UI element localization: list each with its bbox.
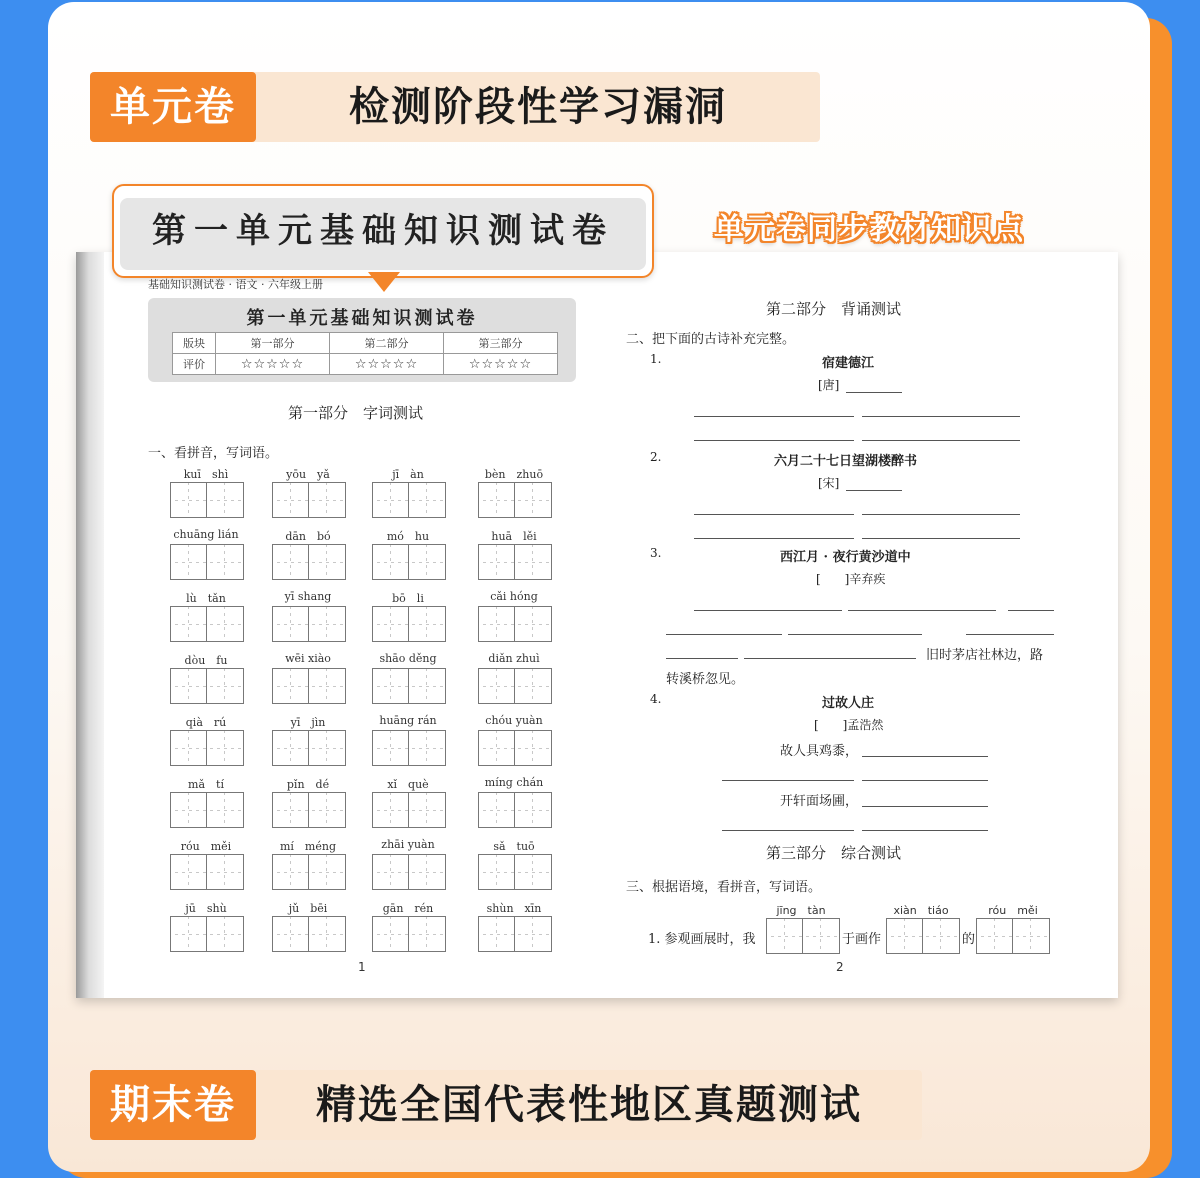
poem4-blank-6[interactable]: [862, 830, 988, 831]
character-box[interactable]: [272, 606, 346, 642]
q3-pinyin-3: róu měi: [988, 904, 1038, 917]
q3-sentence-1: 1. 参观画展时，我: [648, 932, 756, 947]
poem2-number: 2.: [650, 450, 662, 464]
character-box[interactable]: [372, 854, 446, 890]
character-box[interactable]: [272, 668, 346, 704]
poem3-blank-5[interactable]: [788, 634, 922, 635]
pinyin-label: huāng rán: [379, 714, 437, 727]
character-box[interactable]: [372, 668, 446, 704]
pinyin-label: huā lěi: [491, 530, 537, 543]
poem3-line: 旧时茅店社林边，路: [926, 648, 1044, 663]
test-header-title: 第一单元基础知识测试卷: [246, 308, 478, 329]
callout-pointer-icon: [368, 272, 400, 292]
poem1-blank-3[interactable]: [694, 440, 854, 441]
character-box[interactable]: [272, 792, 346, 828]
table-cell: 第二部分: [329, 333, 443, 354]
pinyin-label: cǎi hóng: [490, 590, 538, 603]
pinyin-label: mǎ tí: [188, 778, 224, 791]
poem3-line-2: 转溪桥忽见。: [666, 672, 745, 687]
part1-heading: 第一部分 字词测试: [288, 404, 424, 422]
character-box[interactable]: [170, 606, 244, 642]
unit-test-tag: 单元卷: [90, 72, 256, 142]
poem3-number: 3.: [650, 546, 662, 560]
pinyin-label: mó hu: [386, 530, 430, 543]
q3-sentence-2: 于画作: [842, 932, 882, 947]
poem3-blank-1[interactable]: [694, 610, 842, 611]
poem3-blank-7[interactable]: [666, 658, 738, 659]
poem1-blank-1[interactable]: [694, 416, 854, 417]
pinyin-label: róu měi: [180, 840, 232, 853]
star-rating[interactable]: ☆☆☆☆☆: [215, 354, 329, 375]
poem2-blank-2[interactable]: [862, 514, 1020, 515]
character-box[interactable]: [478, 482, 552, 518]
poem1-blank-2[interactable]: [862, 416, 1020, 417]
pinyin-label: chuāng lián: [173, 528, 239, 541]
poem2-dynasty: [宋]: [818, 476, 840, 490]
pinyin-label: jǔ bēi: [288, 902, 328, 915]
callout-title: 第一单元基础知识测试卷: [120, 198, 646, 270]
final-exam-banner: [90, 1070, 922, 1140]
table-cell: 第三部分: [443, 333, 557, 354]
character-box[interactable]: [478, 916, 552, 952]
pinyin-label: shùn xīn: [486, 902, 542, 915]
pinyin-label: wēi xiào: [285, 652, 331, 665]
character-box[interactable]: [372, 916, 446, 952]
pinyin-label: jī àn: [392, 468, 424, 481]
pinyin-label: mí méng: [279, 840, 336, 853]
poem3-blank-2[interactable]: [848, 610, 996, 611]
running-head: 基础知识测试卷 · 语文 · 六年级上册: [148, 278, 323, 291]
pinyin-label: yī jìn: [290, 716, 326, 729]
pinyin-label: pǐn dé: [286, 778, 330, 791]
character-box[interactable]: [478, 792, 552, 828]
page-number-1: 1: [358, 960, 366, 974]
q3-answer-box-3[interactable]: [976, 918, 1050, 954]
character-box[interactable]: [372, 730, 446, 766]
pinyin-label: kuī shì: [183, 468, 229, 481]
question1: 一、看拼音，写词语。: [148, 446, 279, 461]
pinyin-label: jū shù: [185, 902, 227, 915]
character-box[interactable]: [478, 606, 552, 642]
pinyin-label: sǎ tuō: [493, 840, 535, 853]
final-exam-tag: 期末卷: [90, 1070, 256, 1140]
q3-pinyin-1: jīng tàn: [776, 904, 826, 917]
q3-sentence-3: 的: [962, 932, 976, 947]
poem4-blank-2[interactable]: [722, 780, 854, 781]
character-box[interactable]: [478, 668, 552, 704]
unit-test-banner-text: 检测阶段性学习漏洞: [349, 84, 727, 130]
character-box[interactable]: [478, 730, 552, 766]
character-box[interactable]: [170, 544, 244, 580]
pinyin-label: bō li: [392, 592, 424, 605]
page-number-2: 2: [836, 960, 844, 974]
poem2-blank-4[interactable]: [862, 538, 1020, 539]
poem4-number: 4.: [650, 692, 662, 706]
star-rating[interactable]: ☆☆☆☆☆: [443, 354, 557, 375]
character-box[interactable]: [478, 854, 552, 890]
poem1-blank-4[interactable]: [862, 440, 1020, 441]
poem4-title: 过故人庄: [822, 696, 875, 711]
question3: 三、根据语境，看拼音，写词语。: [626, 880, 822, 895]
unit-test-banner: [90, 72, 820, 142]
character-box[interactable]: [272, 916, 346, 952]
character-box[interactable]: [170, 916, 244, 952]
table-cell: 版块: [173, 333, 216, 354]
q3-answer-box-1[interactable]: [766, 918, 840, 954]
poem4-blank-3[interactable]: [862, 780, 988, 781]
character-box[interactable]: [170, 482, 244, 518]
evaluation-table: [172, 332, 558, 375]
q3-answer-box-2[interactable]: [886, 918, 960, 954]
character-box[interactable]: [170, 730, 244, 766]
poem3-blank-6[interactable]: [966, 634, 1054, 635]
table-cell: 第一部分: [215, 333, 329, 354]
pinyin-label: dòu fu: [184, 654, 228, 667]
poem3-blank-4[interactable]: [666, 634, 782, 635]
character-box[interactable]: [272, 544, 346, 580]
poem1-author-blank[interactable]: [846, 392, 902, 393]
pinyin-label: shāo děng: [379, 652, 437, 665]
question2: 二、把下面的古诗补充完整。: [626, 332, 796, 347]
table-cell: 评价: [173, 354, 216, 375]
character-box[interactable]: [372, 606, 446, 642]
poem2-author-blank[interactable]: [846, 490, 902, 491]
poem1-title: 宿建德江: [822, 356, 875, 371]
pinyin-label: chóu yuàn: [485, 714, 543, 727]
poem4-author: [ ]孟浩然: [814, 718, 884, 732]
poem3-author: [ ]辛弃疾: [816, 572, 886, 586]
pinyin-label: gān rén: [382, 902, 434, 915]
side-note: 单元卷同步教材知识点: [714, 212, 1024, 247]
pinyin-label: qià rú: [185, 716, 227, 729]
poem4-line-3: 开轩面场圃，: [780, 794, 859, 809]
poem1-dynasty: [唐]: [818, 378, 840, 392]
poem3-title: 西江月 · 夜行黄沙道中: [780, 550, 911, 565]
character-box[interactable]: [272, 482, 346, 518]
character-box[interactable]: [170, 792, 244, 828]
pinyin-label: zhāi yuàn: [381, 838, 435, 851]
pinyin-label: yī shang: [284, 590, 332, 603]
final-exam-banner-text: 精选全国代表性地区真题测试: [316, 1082, 862, 1128]
star-rating[interactable]: ☆☆☆☆☆: [329, 354, 443, 375]
pinyin-label: xǐ què: [387, 778, 429, 791]
poem2-title: 六月二十七日望湖楼醉书: [774, 454, 918, 469]
pinyin-label: lù tǎn: [186, 592, 226, 605]
character-box[interactable]: [170, 668, 244, 704]
character-box[interactable]: [170, 854, 244, 890]
title-callout: [112, 184, 654, 278]
character-box[interactable]: [372, 792, 446, 828]
part3-heading: 第三部分 综合测试: [766, 844, 902, 862]
character-box[interactable]: [272, 854, 346, 890]
book-spine: [76, 252, 104, 998]
poem1-number: 1.: [650, 352, 662, 366]
poem4-blank-1[interactable]: [862, 756, 988, 757]
character-box[interactable]: [272, 730, 346, 766]
q3-pinyin-2: xiàn tiáo: [893, 904, 949, 917]
pinyin-label: bèn zhuō: [484, 468, 544, 481]
poem3-blank-8[interactable]: [744, 658, 916, 659]
part2-heading: 第二部分 背诵测试: [766, 300, 902, 318]
pinyin-label: dān bó: [285, 530, 331, 543]
poem4-blank-5[interactable]: [722, 830, 854, 831]
test-header-box: [148, 298, 576, 382]
poem4-blank-4[interactable]: [862, 806, 988, 807]
pinyin-label: yōu yǎ: [286, 468, 330, 481]
poem2-blank-1[interactable]: [694, 514, 854, 515]
character-box[interactable]: [478, 544, 552, 580]
character-box[interactable]: [372, 544, 446, 580]
poem4-line-1: 故人具鸡黍，: [780, 744, 859, 759]
poem3-blank-3[interactable]: [1008, 610, 1054, 611]
pinyin-label: diǎn zhuì: [488, 652, 540, 665]
character-box[interactable]: [372, 482, 446, 518]
pinyin-label: míng chán: [484, 776, 544, 789]
poem2-blank-3[interactable]: [694, 538, 854, 539]
